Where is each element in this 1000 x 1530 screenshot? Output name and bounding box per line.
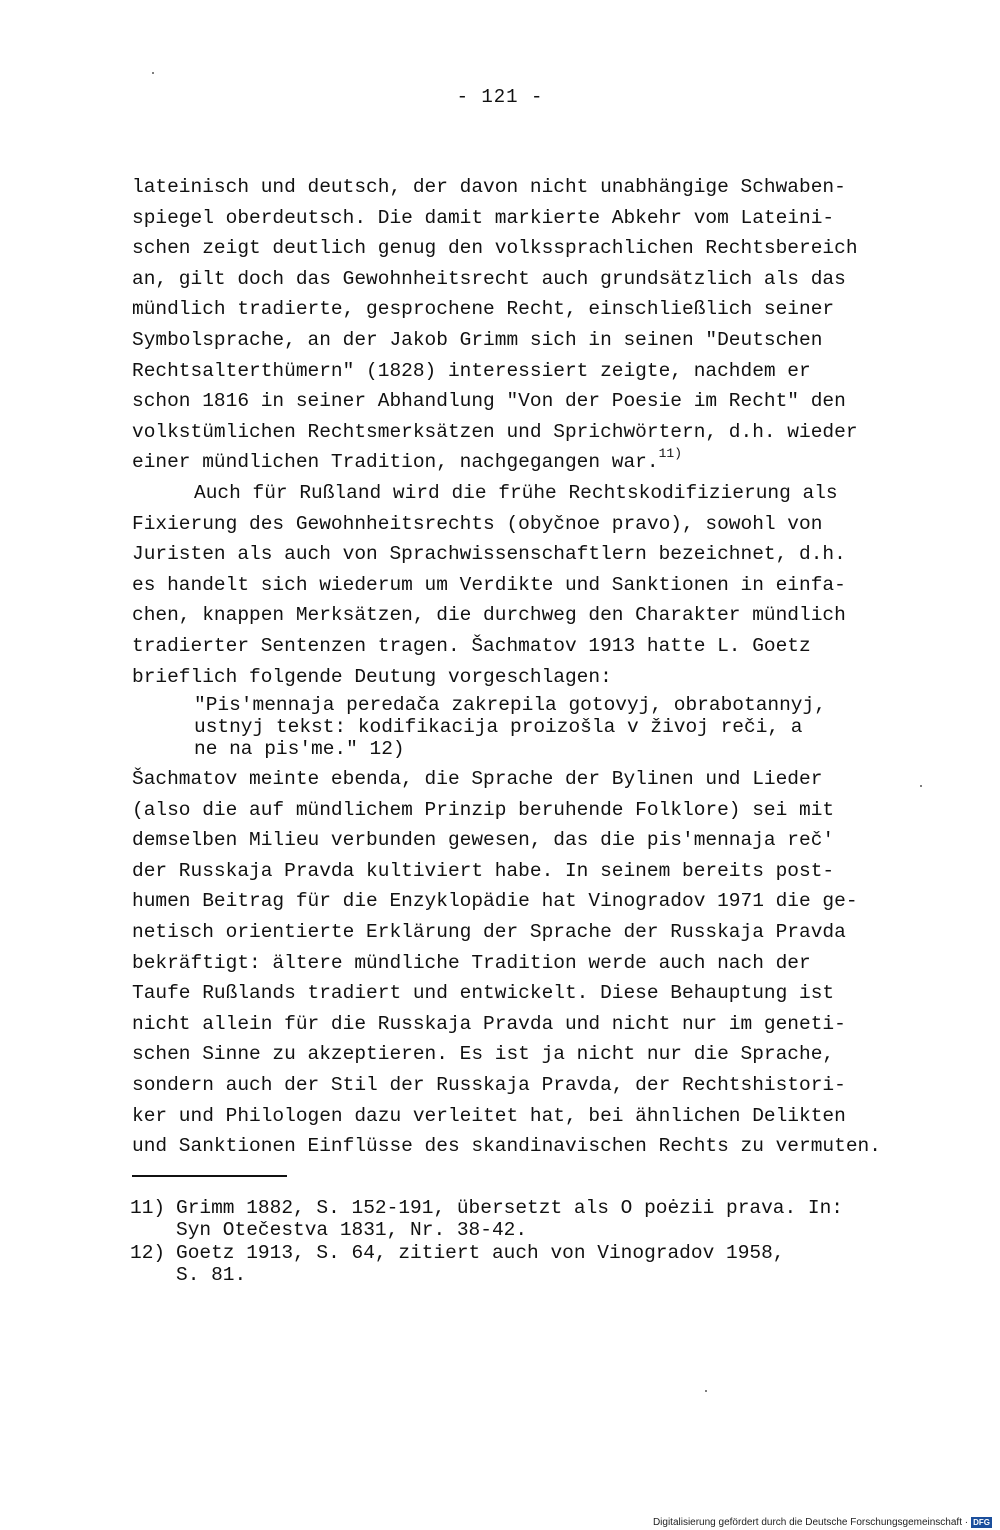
- page-number: - 121 -: [456, 86, 544, 108]
- text-line: Juristen als auch von Sprachwissenschaftlern bezeichnet, d.h.: [132, 543, 846, 566]
- digitization-footer: [653, 1517, 992, 1528]
- quote-line: "Pis'mennaja peredača zakrepila gotovyj, obrabotannyj,: [194, 694, 826, 716]
- text-line: Fixierung des Gewohnheitsrechts (obyčnoe pravo), sowohl von: [132, 512, 823, 535]
- text-line: schen Sinne zu akzeptieren. Es ist ja nicht nur die Sprache,: [132, 1043, 835, 1066]
- text-line: es handelt sich wiederum um Verdikte und Sanktionen in einfa-: [132, 573, 846, 596]
- footnote-11: [130, 1197, 890, 1241]
- text-line: chen, knappen Merksätzen, die durchweg den Charakter mündlich: [132, 604, 846, 627]
- text-line: demselben Milieu verbunden gewesen, das die pis'mennaja reč': [132, 829, 835, 852]
- text-line: volkstümlichen Rechtsmerksätzen und Sprichwörtern, d.h. wieder: [132, 420, 858, 443]
- text-line: sondern auch der Stil der Russkaja Pravda, der Rechtshistori-: [132, 1073, 846, 1096]
- scan-speck: [705, 1390, 707, 1392]
- text-line: nicht allein für die Russkaja Pravda und nicht nur im geneti-: [132, 1012, 846, 1035]
- footnote-divider: [132, 1175, 287, 1177]
- scan-speck: [920, 785, 922, 787]
- footnote-text: [176, 1197, 843, 1241]
- text-fragment: einer mündlichen Tradition, nachgegangen war.: [132, 451, 659, 474]
- text-line: Symbolsprache, an der Jakob Grimm sich in seinen "Deutschen: [132, 328, 823, 351]
- footnote-number: 11): [130, 1197, 166, 1219]
- text-line: humen Beitrag für die Enzyklopädie hat Vinogradov 1971 die ge-: [132, 890, 858, 913]
- text-line: Šachmatov meinte ebenda, die Sprache der Bylinen und Lieder: [132, 768, 823, 790]
- text-line: schen zeigt deutlich genug den volkssprachlichen Rechtsbereich: [132, 237, 858, 260]
- footnote-reference: 11): [658, 446, 682, 462]
- text-line: bekräftigt: ältere mündliche Tradition werde auch nach der: [132, 951, 811, 974]
- dfg-logo: DFG: [973, 1518, 990, 1527]
- text-line: (also die auf mündlichem Prinzip beruhende Folklore) sei mit: [132, 798, 835, 821]
- text-line: und Sanktionen Einflüsse des skandinavischen Rechts zu vermuten.: [132, 1135, 881, 1158]
- text-line: brieflich folgende Deutung vorgeschlagen:: [132, 665, 612, 688]
- quote-line: ustnyj tekst: kodifikacija proizošla v živoj reči, a: [194, 716, 803, 738]
- block-quote: [194, 694, 884, 760]
- footnote-line: Grimm 1882, S. 152-191, übersetzt als O poėzii prava. In:: [176, 1197, 844, 1219]
- footnote-text: [176, 1242, 785, 1286]
- text-line: spiegel oberdeutsch. Die damit markierte Abkehr vom Lateini-: [132, 206, 835, 229]
- footnote-number: 12): [130, 1242, 166, 1264]
- text-line: tradierter Sentenzen tragen. Šachmatov 1913 hatte L. Goetz: [132, 634, 811, 657]
- text-line: der Russkaja Pravda kultiviert habe. In seinem bereits post-: [132, 859, 835, 882]
- text-line: Auch für Rußland wird die frühe Rechtskodifizierung als: [194, 481, 838, 504]
- text-line: mündlich tradierte, gesprochene Recht, einschließlich seiner: [132, 298, 835, 321]
- main-text-upper: [132, 172, 892, 692]
- text-line: Taufe Rußlands tradiert und entwickelt. Diese Behauptung ist: [132, 982, 835, 1005]
- footer-text: Digitalisierung gefördert durch die Deutsche Forschungsgemeinschaft ·: [652, 1517, 969, 1528]
- text-line: lateinisch und deutsch, der davon nicht unabhängige Schwaben-: [132, 176, 846, 198]
- main-text-lower: [132, 764, 912, 1162]
- quote-line: ne na pis'me." 12): [194, 738, 405, 760]
- text-line-with-note: [132, 447, 892, 478]
- text-line: an, gilt doch das Gewohnheitsrecht auch grundsätzlich als das: [132, 267, 846, 290]
- text-line: schon 1816 in seiner Abhandlung "Von der Poesie im Recht" den: [132, 390, 846, 413]
- text-line: Rechtsalterthümern" (1828) interessiert zeigte, nachdem er: [132, 359, 811, 382]
- footnote-12: [130, 1242, 890, 1286]
- scan-speck: [152, 72, 154, 74]
- text-line: netisch orientierte Erklärung der Sprache der Russkaja Pravda: [132, 920, 846, 943]
- footnote-line: Syn Otečestva 1831, Nr. 38-42.: [176, 1219, 528, 1241]
- footnotes: [130, 1197, 890, 1287]
- text-line: ker und Philologen dazu verleitet hat, bei ähnlichen Delikten: [132, 1104, 846, 1127]
- footnote-line: S. 81.: [176, 1264, 247, 1286]
- footnote-line: Goetz 1913, S. 64, zitiert auch von Vinogradov 1958,: [176, 1242, 785, 1264]
